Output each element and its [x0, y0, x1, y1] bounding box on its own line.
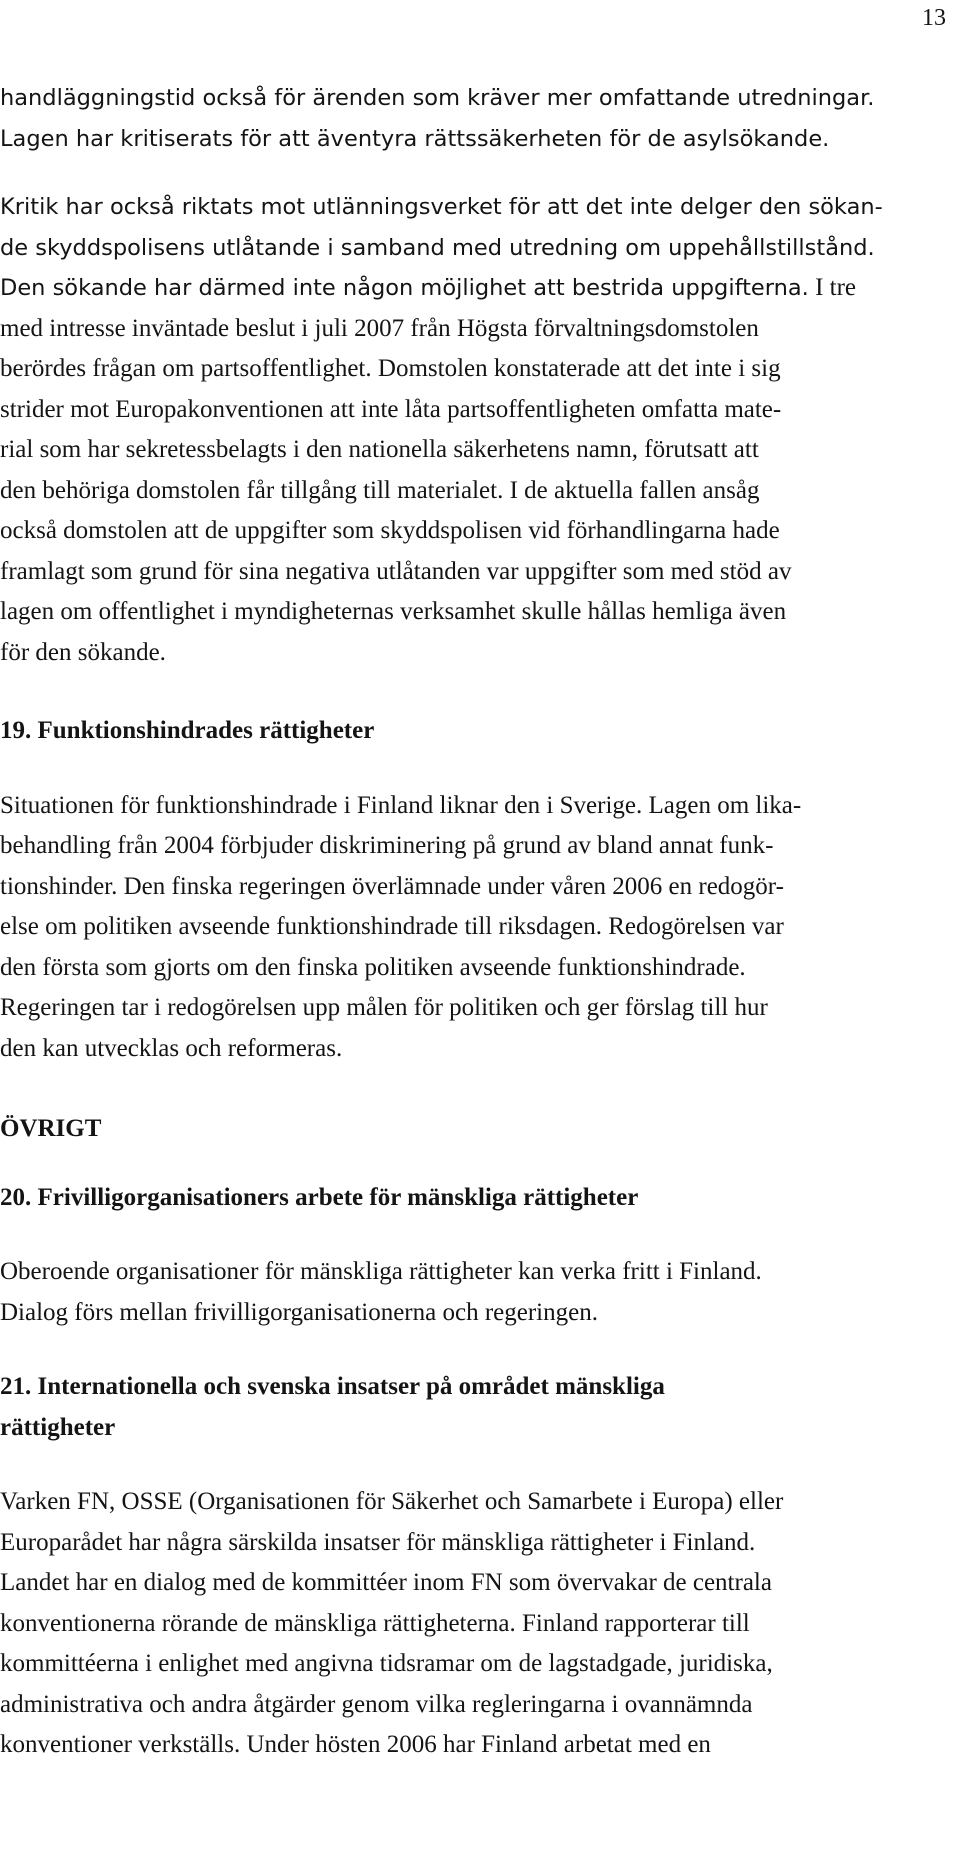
text-line: administrativa och andra åtgärder genom vilka regleringarna i ovannämnda	[0, 1690, 753, 1718]
text-line	[0, 268, 958, 309]
heading-line: ÖVRIGT	[0, 1115, 102, 1142]
text-line: lagen om offentlighet i myndigheternas verksamhet skulle hållas hemliga även	[0, 598, 787, 625]
heading-line: rättigheter	[0, 1413, 116, 1441]
text-line: kommittéerna i enlighet med angivna tidsramar om de lagstadgade, juridiska,	[0, 1650, 773, 1677]
text-line: Lagen har kritiserats för att äventyra rättssäkerheten för de asylsökande.	[0, 125, 830, 152]
text-line	[0, 349, 958, 390]
text-line: de skyddspolisens utlåtande i samband med utredning om uppehållstillstånd.	[0, 234, 875, 261]
text-line	[0, 471, 958, 512]
paragraph-international-efforts	[0, 1482, 958, 1766]
text-line: Landet har en dialog med de kommittéer inom FN som övervakar de centrala	[0, 1569, 772, 1596]
text-line-part: den behöriga domstolen får tillgång till materialet.	[0, 476, 504, 504]
text-line: konventioner verkställs. Under hösten 2006 har Finland arbetat med en	[0, 1731, 711, 1758]
text-line: Europarådet har några särskilda insatser för mänskliga rättigheter i Finland.	[0, 1528, 756, 1556]
heading-line: 20. Frivilligorganisationers arbete för mänskliga rättigheter	[0, 1183, 639, 1211]
text-line: Varken FN, OSSE (Organisationen för Säkerhet och Samarbete i Europa) eller	[0, 1488, 784, 1515]
text-line-part: I de aktuella fallen ansåg	[503, 476, 760, 504]
text-line: Regeringen tar i redogörelsen upp målen för politiken och ger förslag till hur	[0, 994, 768, 1021]
text-line: Dialog förs mellan frivilligorganisationerna och regeringen.	[0, 1298, 598, 1326]
text-line: handläggningstid också för ärenden som kräver mer omfattande utredningar.	[0, 85, 875, 111]
text-line: behandling från 2004 förbjuder diskriminering på grund av bland annat funk-	[0, 832, 774, 859]
text-line-part: berördes frågan om partsoffentlighet.	[0, 355, 372, 382]
text-line: också domstolen att de uppgifter som skyddspolisen vid förhandlingarna hade	[0, 517, 780, 544]
section-heading-20	[0, 1178, 958, 1219]
text-line-part: Domstolen konstaterade att det inte i sig	[371, 355, 781, 382]
text-line: den första som gjorts om den finska politiken avseende funktionshindrade.	[0, 953, 746, 981]
paragraph-asylum-criticism	[0, 78, 958, 159]
text-line: Oberoende organisationer för mänskliga rättigheter kan verka fritt i Finland.	[0, 1258, 762, 1285]
section-heading-19	[0, 711, 958, 752]
text-line-sans-part: Den sökande har därmed inte någon möjlighet att bestrida uppgifterna.	[0, 275, 809, 301]
text-line: Situationen för funktionshindrade i Finland liknar den i Sverige. Lagen om lika-	[0, 791, 802, 819]
document-body	[0, 78, 958, 1766]
paragraph-ngo-work	[0, 1252, 958, 1333]
text-line: framlagt som grund för sina negativa utlåtanden var uppgifter som med stöd av	[0, 557, 792, 585]
text-line: den kan utvecklas och reformeras.	[0, 1034, 343, 1062]
section-heading-21	[0, 1367, 958, 1448]
text-line: Kritik har också riktats mot utlänningsverket för att det inte delger den sökan-	[0, 194, 883, 220]
paragraph-security-police	[0, 187, 958, 673]
heading-line: 19. Funktionshindrades rättigheter	[0, 717, 375, 744]
text-line: else om politiken avseende funktionshindrade till riksdagen. Redogörelsen var	[0, 913, 784, 940]
page-number: 13	[922, 5, 946, 31]
heading-line: 21. Internationella och svenska insatser på området mänskliga	[0, 1373, 665, 1400]
paragraph-disability-rights	[0, 786, 958, 1070]
text-line: för den sökande.	[0, 638, 166, 666]
text-line-serif-part: I tre	[808, 274, 857, 301]
text-line: med intresse inväntade beslut i juli 2007 från Högsta förvaltningsdomstolen	[0, 314, 759, 342]
section-heading-ovrigt	[0, 1109, 958, 1150]
text-line: strider mot Europakonventionen att inte låta partsoffentligheten omfatta mate-	[0, 395, 782, 423]
text-line: rial som har sekretessbelagts i den nationella säkerhetens namn, förutsatt att	[0, 436, 759, 463]
text-line: konventionerna rörande de mänskliga rättigheterna. Finland rapporterar till	[0, 1609, 750, 1637]
text-line: tionshinder. Den finska regeringen överlämnade under våren 2006 en redogör-	[0, 872, 784, 900]
